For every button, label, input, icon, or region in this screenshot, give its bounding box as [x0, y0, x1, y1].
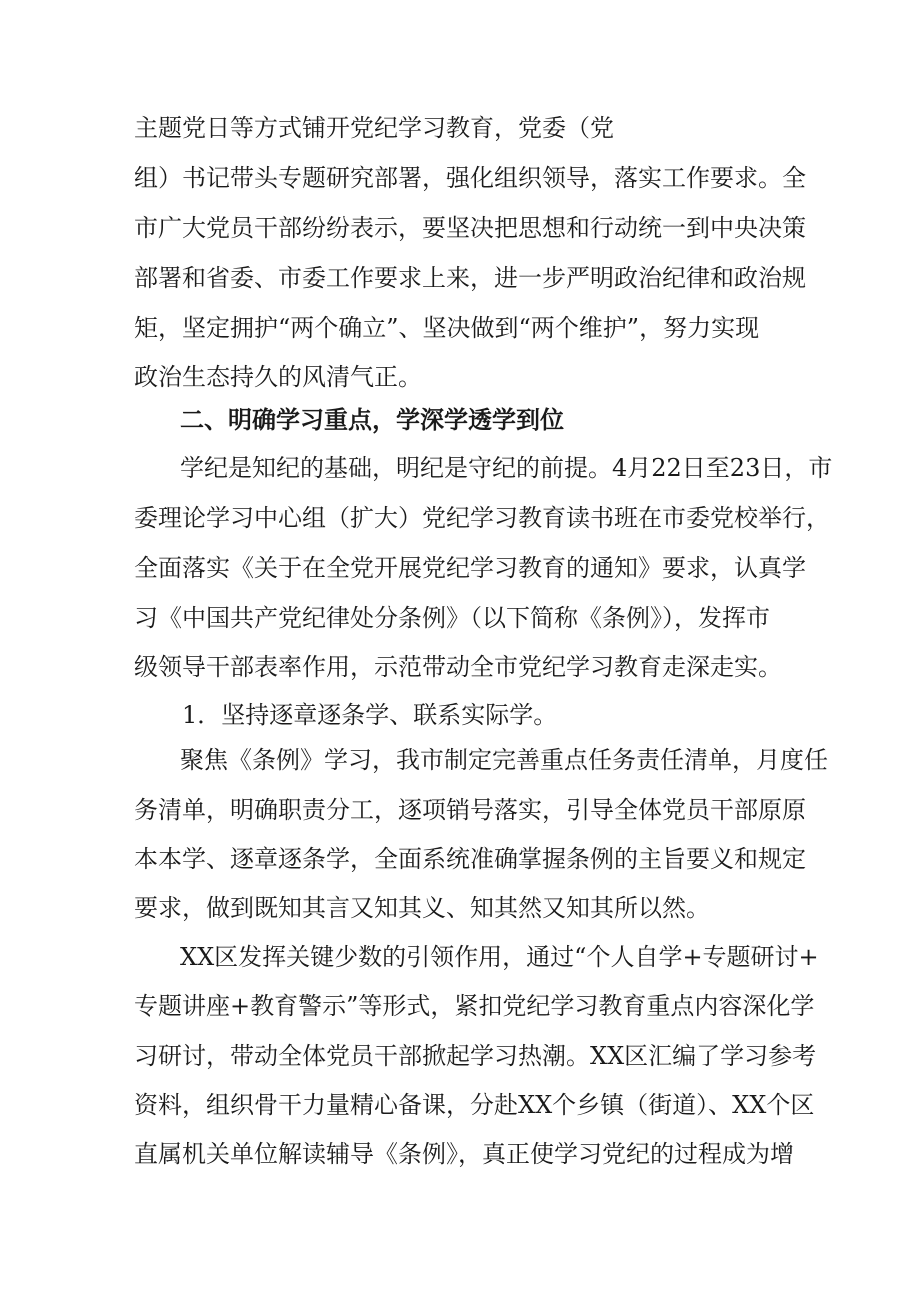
text-line: 全面落实《关于在全党开展党纪学习教育的通知》要求，认真学	[134, 554, 806, 582]
section-heading: 二、明确学习重点，学深学透学到位	[180, 406, 564, 434]
text-line: 习《中国共产党纪律处分条例》（以下简称《条例》），发挥市	[134, 604, 770, 632]
text-line: 习研讨，带动全体党员干部掀起学习热潮。XX区汇编了学习参考	[134, 1042, 817, 1070]
text-line: 专题讲座+教育警示”等形式，紧扣党纪学习教育重点内容深化学	[134, 992, 815, 1020]
text-line: 政治生态持久的风清气正。	[134, 363, 422, 391]
text-line: 委理论学习中心组（扩大）党纪学习教育读书班在市委党校举行，	[134, 504, 830, 532]
text-line: 直属机关单位解读辅导《条例》，真正使学习党纪的过程成为增	[134, 1140, 794, 1168]
text-line: 市广大党员干部纷纷表示，要坚决把思想和行动统一到中央决策	[134, 214, 806, 242]
text-line: 部署和省委、市委工作要求上来，进一步严明政治纪律和政治规	[134, 264, 806, 292]
text-line: 本本学、逐章逐条学，全面系统准确掌握条例的主旨要义和规定	[134, 845, 806, 873]
text-line: 要求，做到既知其言又知其义、知其然又知其所以然。	[134, 894, 710, 922]
subsection-heading: 1．坚持逐章逐条学、联系实际学。	[182, 701, 558, 729]
text-line: 学纪是知纪的基础，明纪是守纪的前提。4月22日至23日，市	[180, 454, 833, 482]
text-line: 级领导干部表率作用，示范带动全市党纪学习教育走深走实。	[134, 653, 782, 681]
text-line: 聚焦《条例》学习，我市制定完善重点任务责任清单，月度任	[180, 746, 828, 774]
text-line: XX区发挥关键少数的引领作用，通过“个人自学+专题研讨+	[180, 943, 819, 971]
text-line: 组）书记带头专题研究部署，强化组织领导，落实工作要求。全	[134, 164, 806, 192]
text-line: 矩，坚定拥护“两个确立”、坚决做到“两个维护”，努力实现	[134, 314, 760, 342]
text-line: 资料，组织骨干力量精心备课，分赴XX个乡镇（街道）、XX个区	[134, 1091, 815, 1119]
text-line: 务清单，明确职责分工，逐项销号落实，引导全体党员干部原原	[134, 796, 806, 824]
text-line: 主题党日等方式铺开党纪学习教育，党委（党	[134, 114, 614, 142]
